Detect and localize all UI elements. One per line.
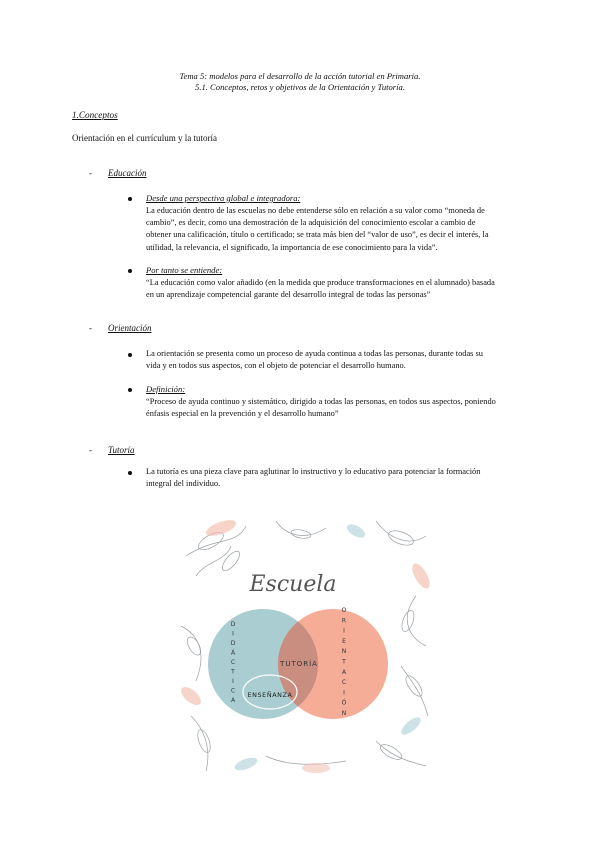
section-title: 1.Conceptos xyxy=(72,110,118,120)
label-letter: T xyxy=(231,668,235,676)
dash-marker: - xyxy=(89,445,92,455)
tutoria-bullet-1-text xyxy=(146,466,526,490)
bullet-dot xyxy=(128,197,132,201)
subsection-educacion-title: Educación xyxy=(108,168,147,178)
inner-label: ENSEÑANZA xyxy=(247,691,293,699)
label-letter: Á xyxy=(230,649,236,657)
orientacion-bullet-2-text xyxy=(146,396,526,420)
label-letter: N xyxy=(341,648,347,656)
label-letter: I xyxy=(343,627,345,635)
header-line-1: Tema 5: modelos para el desarrollo de la acción tutorial en Primaria. xyxy=(179,71,421,81)
label-letter: O xyxy=(341,607,347,614)
section-intro: Orientación en el currículum y la tutoría xyxy=(72,133,217,143)
text-line: “La educación como valor añadido (en la medida que produce transformaciones en el alumnado) basada xyxy=(146,278,495,287)
bullet-dot xyxy=(128,471,132,475)
label-letter: R xyxy=(341,617,347,625)
educacion-bullet-2-text xyxy=(146,277,526,301)
label-letter: D xyxy=(230,621,236,628)
subsection-orientacion-title: Orientación xyxy=(108,323,152,333)
orientacion-bullet-1-text xyxy=(146,348,526,372)
educacion-bullet-1-head: Desde una perspectiva global e integradora: xyxy=(146,193,301,203)
label-letter: I xyxy=(232,678,234,685)
educacion-bullet-2-head: Por tanto se entiende: xyxy=(146,265,223,275)
orientacion-bullet-2-head: Definición: xyxy=(146,384,186,394)
label-letter: N xyxy=(341,710,347,717)
text-line: énfasis especial en la prevención y el desarrollo humano” xyxy=(146,409,339,419)
educacion-bullet-1-text xyxy=(146,205,526,254)
label-letter: A xyxy=(230,697,236,704)
pink-leaf xyxy=(302,763,330,773)
text-line: La educación dentro de las escuelas no debe entenderse sólo en relación a su valor como “moneda de xyxy=(146,206,485,215)
label-letter: C xyxy=(341,679,347,687)
text-line: La orientación se presenta como un proceso de ayuda continua a todas las personas, durante todas su xyxy=(146,349,483,358)
venn-diagram-svg xyxy=(176,516,434,776)
text-line: La tutoría es una pieza clave para aglutinar lo instructivo y lo educativo para potenciar la formación xyxy=(146,467,481,476)
label-letter: E xyxy=(342,637,346,645)
text-line: en un aprendizaje competencial garante del desarrollo integral de todas las personas” xyxy=(146,290,431,300)
text-line: “Proceso de ayuda continuo y sistemático, dirigido a todas las personas, en todos sus aspectos, poniendo xyxy=(146,397,496,406)
bullet-dot xyxy=(128,269,132,273)
diagram-title: Escuela xyxy=(249,572,337,597)
dash-marker: - xyxy=(89,323,92,333)
text-line: integral del individuo. xyxy=(146,479,221,489)
text-line: cambio”, es decir, como una demostración de la adquisición del conocimiento escolar a cambio de xyxy=(146,218,476,228)
label-letter: I xyxy=(232,630,234,638)
label-letter: C xyxy=(230,659,236,666)
label-letter: A xyxy=(341,668,347,676)
subsection-tutoria-title: Tutoría xyxy=(108,445,135,455)
text-line: obtener una calificación, título o certificado; se trata más bien del “valor de uso”, es decir el interés, la xyxy=(146,230,489,240)
header-line-2: 5.1. Conceptos, retos y objetivos de la Orientación y Tutoría. xyxy=(195,82,405,92)
label-letter: C xyxy=(230,687,236,695)
label-letter: D xyxy=(230,640,236,647)
bullet-dot xyxy=(128,388,132,392)
label-letter: T xyxy=(342,658,346,666)
label-letter: I xyxy=(343,689,345,697)
bullet-dot xyxy=(128,353,132,357)
text-line: vida y en todos sus aspectos, con el objeto de potenciar el desarrollo humano. xyxy=(146,361,406,371)
overlap-label: TUTORÍA xyxy=(280,660,318,668)
dash-marker: - xyxy=(89,168,92,178)
venn-diagram-figure xyxy=(176,516,434,776)
label-letter: Ó xyxy=(341,699,347,707)
text-line: utilidad, la relevancia, el significado, la importancia de ese conocimiento para la vida”. xyxy=(146,242,438,252)
